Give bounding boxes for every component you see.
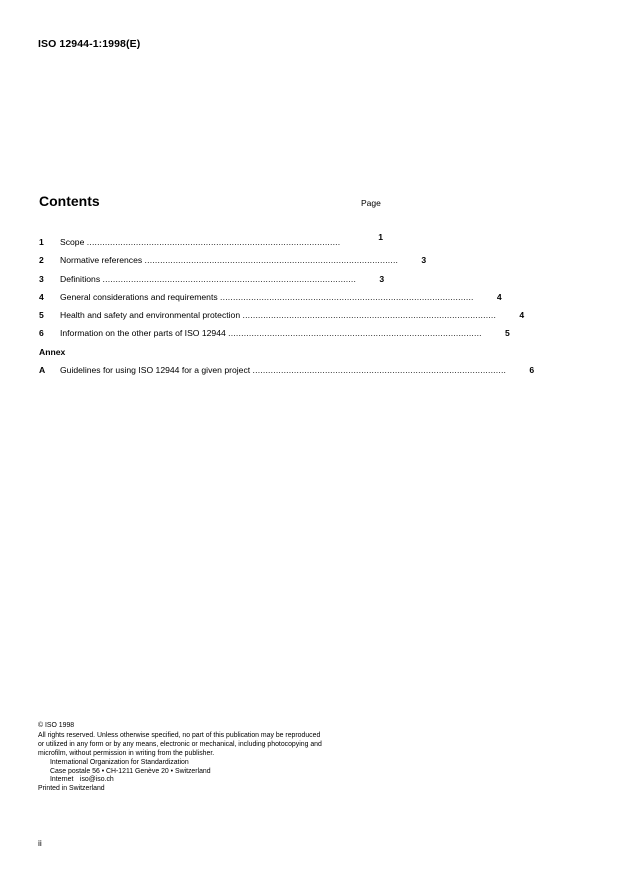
page-column-label: Page [361,198,381,208]
document-id-header: ISO 12944-1:1998(E) [38,38,141,50]
toc-entry[interactable] [39,302,525,320]
toc-entry-title: Normative references .................................................................................................. [60,255,399,266]
toc-entry-page: 5 [504,328,510,339]
toc-entry-title: Definitions .................................................................................................. [60,273,357,284]
toc-entry-number: 5 [39,309,44,320]
toc-entry-title: Information on the other parts of ISO 12944 .................................................................................................. [60,328,482,339]
printed-in-line: Printed in Switzerland [38,785,105,793]
toc-entry-page: 3 [421,255,427,266]
leader-dots: .................................................................................................. [144,255,399,266]
toc-entry[interactable] [39,247,427,266]
toc-annex-entry[interactable] [39,357,535,376]
leader-dots: .................................................................................................. [242,309,497,320]
leader-dots: .................................................................................................. [220,291,474,302]
postal-address: Case postale 56 • CH-1211 Genève 20 • Switzerland [50,767,211,775]
toc-entry-number: A [39,365,46,376]
leader-dots: .................................................................................................. [228,328,482,339]
toc-entry[interactable] [39,265,383,283]
rights-text-line: or utilized in any form or by any means, electronic or mechanical, including photocopying and [38,740,322,748]
toc-entry-number: 6 [39,328,44,339]
rights-text-line: microfilm, without permission in writing from the publisher. [38,749,215,757]
copyright-footer [38,722,388,794]
toc-entry-number: 2 [39,255,44,266]
leader-dots: .................................................................................................. [102,273,357,284]
toc-entry-page: 6 [529,365,535,376]
toc-entry-title: Health and safety and environmental protection .................................................................................................. [60,309,497,320]
toc-entry-page: 1 [378,232,383,243]
toc-entry-page: 4 [519,309,525,320]
toc-entry-page: 3 [379,273,385,284]
toc-entry[interactable] [39,320,510,339]
toc-entry-title: General considerations and requirements .................................................................................................. [60,291,474,302]
annex-heading: Annex [39,347,66,358]
toc-entry-title: Scope .................................................................................................. [60,237,341,248]
contents-heading: Contents [39,193,100,209]
toc-entry-title: Guidelines for using ISO 12944 for a given project .................................................................................................. [60,365,507,376]
page-number: ii [38,838,42,848]
toc-entry-page: 4 [496,291,502,302]
internet-line [38,776,388,785]
table-of-contents [39,229,535,376]
leader-dots: .................................................................................................. [86,237,341,248]
copyright-line: © ISO 1998 [38,722,75,729]
toc-entry[interactable] [39,284,502,302]
internet-address: iso@iso.ch [79,776,114,784]
toc-entry-number: 1 [39,237,44,248]
internet-label: Internet [50,776,74,784]
rights-text-line: All rights reserved. Unless otherwise specified, no part of this publication may be reproduced [38,731,321,739]
toc-entry[interactable] [39,229,383,247]
organization-name: International Organization for Standardization [50,758,189,766]
leader-dots: .................................................................................................. [252,365,507,376]
toc-entry-number: 3 [39,273,44,284]
toc-entry-number: 4 [39,291,44,302]
